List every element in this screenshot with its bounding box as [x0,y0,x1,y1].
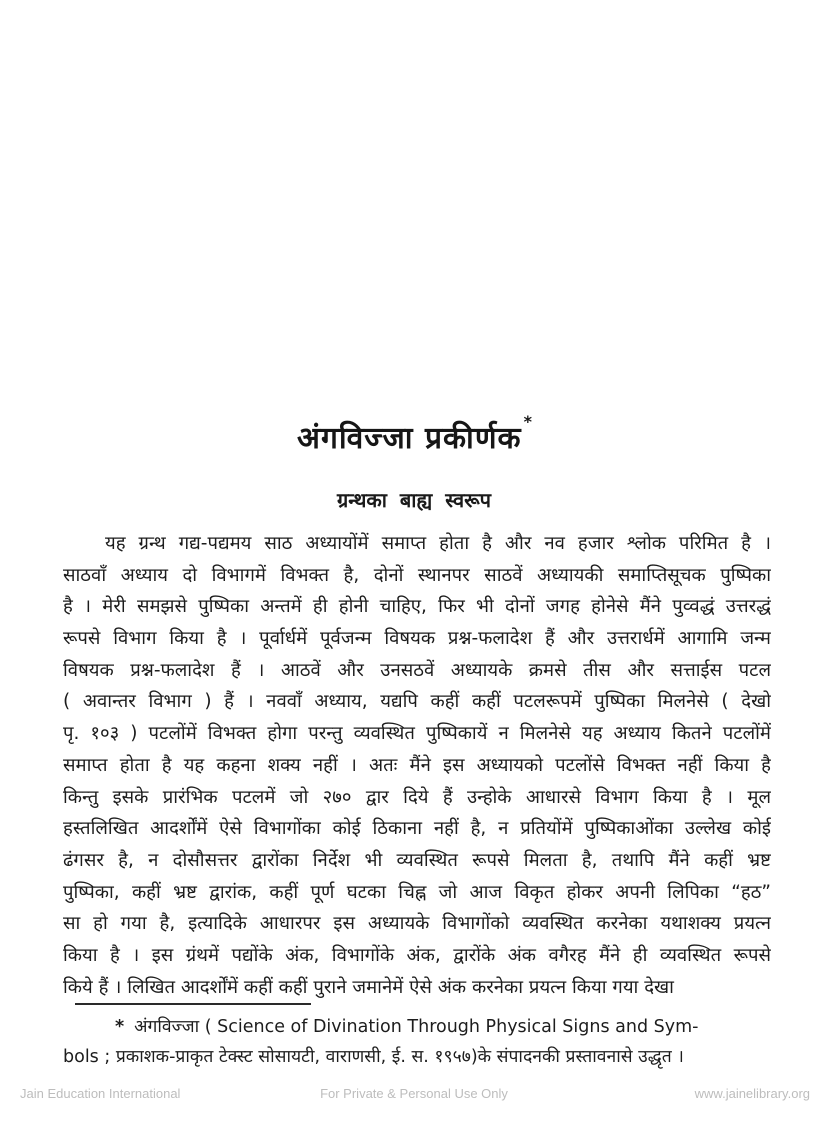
footnote-divider [75,1003,311,1005]
body-line: समाप्त होता है यह कहना शक्य नहीं । अतः मैंने इस अध्यायको पटलोंसे विभक्त नहीं किया है [63,754,771,776]
footnote-line: bols ; प्रकाशक-प्राकृत टेक्स्ट सोसायटी, वाराणसी, ई. स. १९५७)के संपादनकी प्रस्तावनासे उद्धृत । [63,1047,684,1067]
body-line: ( अवान्तर विभाग ) हैं । नववाँ अध्याय, यद्यपि कहीं कहीं पटलरूपमें पुष्पिका मिलनेसे ( देखो [63,691,771,713]
footnote-marker-asterisk: * [523,412,533,431]
body-line: यह ग्रन्थ गद्य-पद्यमय साठ अध्यायोंमें समाप्त होता है और नव हजार श्लोक परिमित है । [105,533,771,554]
body-paragraph [63,528,771,1003]
body-line: ढंगसर है, न दोसौसत्तर द्वारोंका निर्देश भी व्यवस्थित रूपसे मिलता है, तथापि मैंने कहीं भ्रष्ट [63,849,771,871]
footnote [63,1012,771,1072]
body-line: पृ. १०३ ) पटलोंमें विभक्त होगा परन्तु व्यवस्थित पुष्पिकायें न मिलनेसे यह अध्याय कितने पटलोंमें [63,723,771,745]
body-line: किया है । इस ग्रंथमें पद्योंके अंक, विभागोंके अंक, द्वारोंके अंक वगैरह मैंने ही व्यवस्थित रूपसे [63,944,771,966]
body-line: है । मेरी समझसे पुष्पिका अन्तमें ही होनी चाहिए, फिर भी दोनों जगह होनेसे मैंने पुव्वद्धं उत्तरद्धं [63,596,771,618]
footnote-line [63,1012,771,1042]
body-line: विषयक प्रश्न-फलादेश हैं । आठवें और उनसठवें अध्यायके क्रमसे तीस और सत्ताईस पटल [63,659,771,681]
section-heading: ग्रन्थका बाह्य स्वरूप [336,488,491,512]
footnote-text: अंगविज्जा ( Science of Divination Through Physical Signs and Sym- [134,1017,699,1037]
body-line: किये हैं । लिखित आदर्शोंमें कहीं कहीं पुराने जमानेमें ऐसे अंक करनेका प्रयत्न किया गया देखा [63,976,674,998]
footer-center: For Private & Personal Use Only [320,1086,508,1101]
body-line: सा हो गया है, इत्यादिके आधारपर इस अध्यायके विभागोंको व्यवस्थित करनेका यथाशक्य प्रयत्न [63,913,771,935]
body-line: रूपसे विभाग किया है । पूर्वार्धमें पूर्वजन्म विषयक प्रश्न-फलादेश हैं और उत्तरार्धमें आगामि जन्म [63,628,771,650]
body-line: पुष्पिका, कहीं भ्रष्ट द्वारांक, कहीं पूर्ण घटका चिह्न जो आज विकृत होकर अपनी लिपिका “हठ” [63,881,771,903]
body-line: किन्तु इसके प्रारंभिक पटलमें जो २७० द्वार दिये हैं उन्होके आधारसे विभाग किया है । मूल [63,786,771,808]
body-line: साठवाँ अध्याय दो विभागमें विभक्त है, दोनों स्थानपर साठवें अध्यायकी समाप्तिसूचक पुष्पिका [63,564,771,586]
body-line: हस्तलिखित आदर्शोंमें ऐसे विभागोंका कोई ठिकाना नहीं है, न प्रतियोंमें पुष्पिकाओंका उल्लेख कोई [63,818,771,840]
scan-footer [0,1086,828,1106]
footer-left: Jain Education International [20,1086,181,1101]
footnote-marker-asterisk: * [115,1017,125,1037]
page-title-text: अंगविज्जा प्रकीर्णक [297,421,522,456]
footer-right: www.jainelibrary.org [694,1086,810,1101]
page-title [0,412,828,457]
